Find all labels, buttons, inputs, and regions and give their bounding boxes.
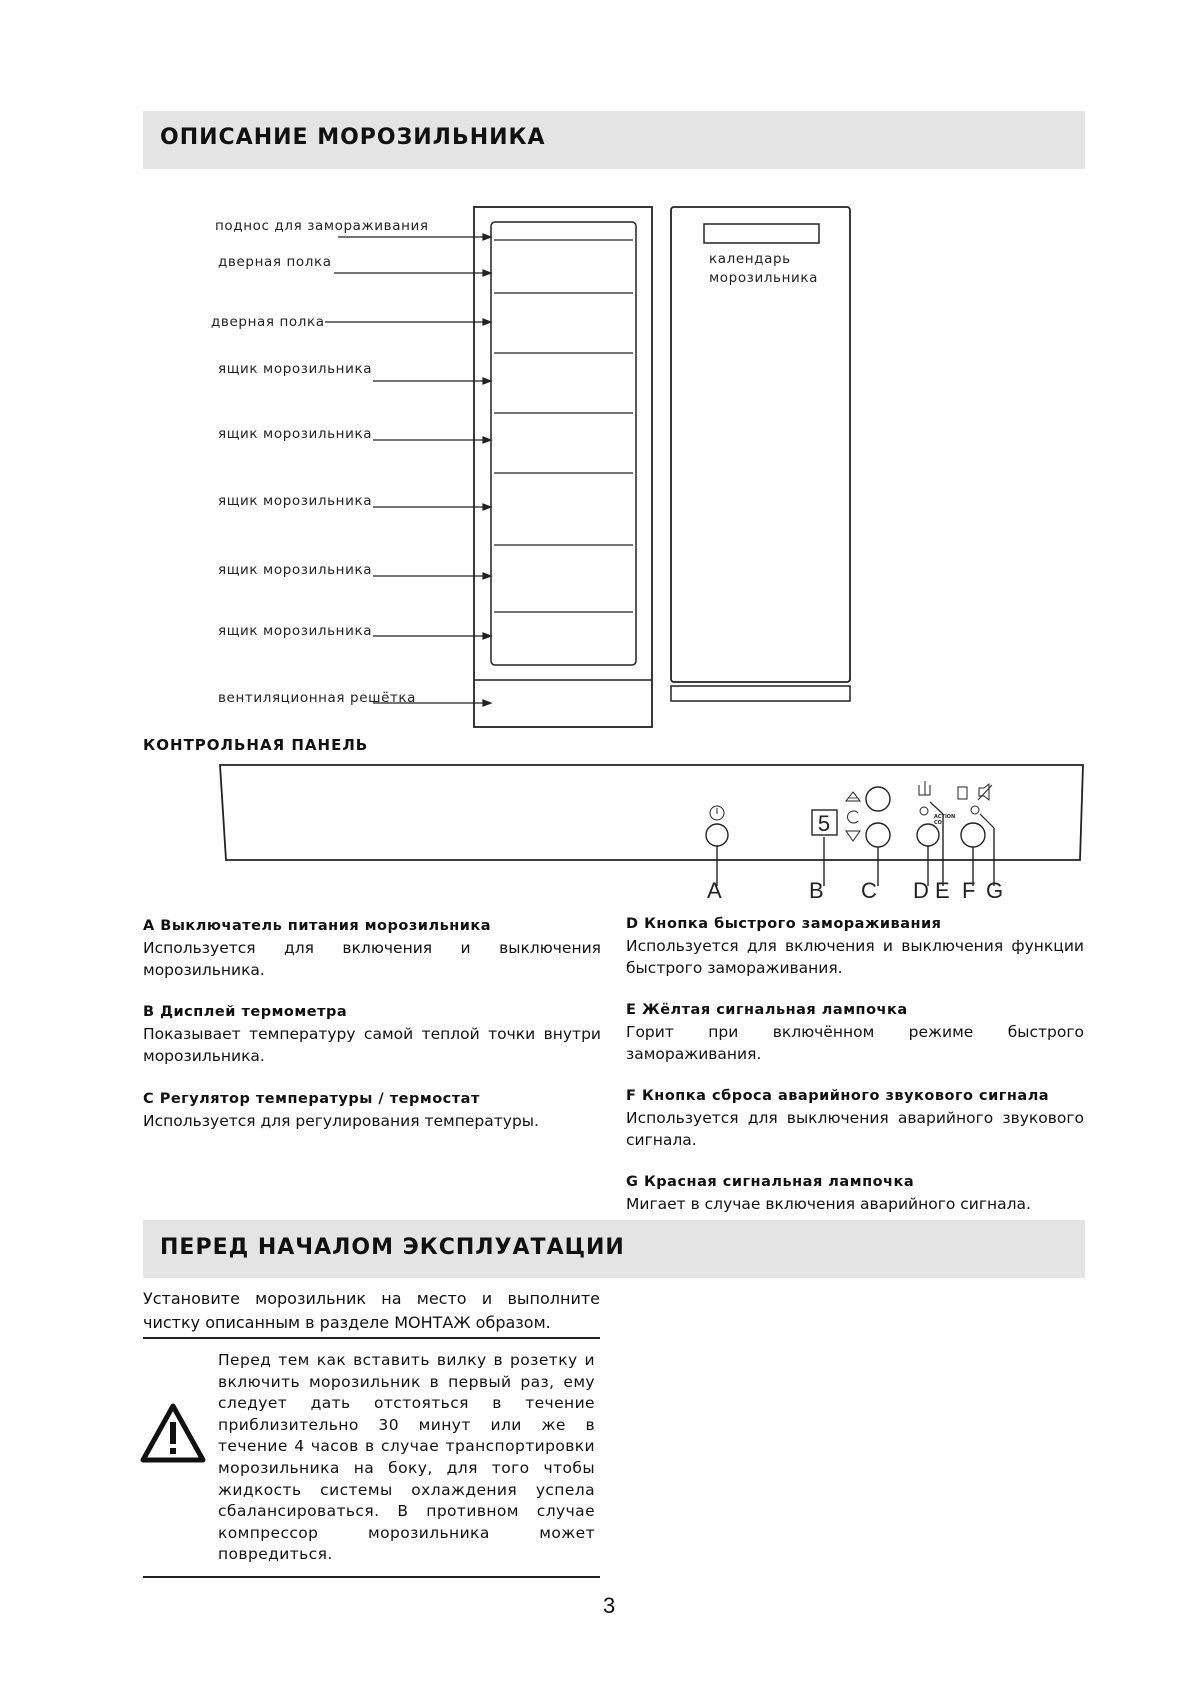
desc-b: B Дисплей термометра Показывает температуру самой теплой точки внутри морозильника. — [143, 1004, 601, 1065]
label-freezing-tray: поднос для замораживания — [215, 218, 429, 234]
section-title: ПЕРЕД НАЧАЛОМ ЭКСПЛУАТАЦИИ — [160, 1235, 625, 1260]
svg-text:CO: CO — [934, 820, 942, 826]
label-door-shelf-2: дверная полка — [211, 314, 325, 330]
desc-d: D Кнопка быстрого замораживания Используется для включения и выключения функции быстрого замораживания. — [626, 916, 1084, 977]
panel-letter-f: F — [962, 878, 976, 903]
panel-letter-d: D — [913, 878, 929, 903]
section-title: ОПИСАНИЕ МОРОЗИЛЬНИКА — [160, 125, 546, 150]
label-drawer-4: ящик морозильника — [218, 562, 373, 578]
label-drawer-2: ящик морозильника — [218, 426, 373, 442]
control-panel-diagram — [0, 755, 1190, 900]
divider-bottom — [143, 1576, 600, 1578]
label-drawer-5: ящик морозильника — [218, 623, 373, 639]
freezer-diagram — [0, 0, 1190, 740]
control-panel-title: КОНТРОЛЬНАЯ ПАНЕЛЬ — [143, 736, 369, 754]
label-drawer-1: ящик морозильника — [218, 361, 373, 377]
label-door-calendar-2: морозильника — [709, 270, 819, 286]
intro-paragraph: Установите морозильник на место и выполните чистку описанным в разделе МОНТАЖ образом. — [143, 1289, 600, 1332]
panel-letter-c: C — [861, 878, 877, 903]
display-value: 5 — [817, 811, 831, 836]
desc-e: E Жёлтая сигнальная лампочка Горит при включённом режиме быстрого замораживания. — [626, 1002, 1084, 1063]
svg-text:ACTION: ACTION — [934, 814, 956, 820]
label-door-calendar-1: календарь — [709, 251, 791, 267]
panel-letter-g: G — [986, 878, 1004, 903]
warning-text: Перед тем как вставить вилку в розетку и включить морозильник в первый раз, ему следует дать отстояться в течение приблизительно 30 минут или же в течение 4 часов в случае транспортировки морозильника на боку, для того чтобы жидкость системы охлаждения успела сбалансироваться. В противном случае компрессор морозильника может повредиться. — [218, 1351, 595, 1564]
warning-icon — [139, 1402, 207, 1464]
label-door-shelf-1: дверная полка — [218, 254, 332, 270]
power-button-symbol — [706, 824, 728, 846]
label-ventilation-grille: вентиляционная решётка — [218, 690, 417, 706]
panel-letter-a: A — [707, 878, 722, 903]
desc-g: G Красная сигнальная лампочка Мигает в случае включения аварийного сигнала. — [626, 1174, 1031, 1213]
page-number: 3 — [603, 1593, 616, 1618]
desc-a: A Выключатель питания морозильника Используется для включения и выключения морозильника. — [143, 918, 601, 979]
desc-c: C Регулятор температуры / термостат Используется для регулирования температуры. — [143, 1091, 539, 1130]
desc-f: F Кнопка сброса аварийного звукового сигнала Используется для выключения аварийного звукового сигнала. — [626, 1088, 1084, 1149]
panel-letter-b: B — [809, 878, 824, 903]
label-drawer-3: ящик морозильника — [218, 493, 373, 509]
section-header-before-use — [143, 1220, 1085, 1278]
panel-letter-e: E — [935, 878, 950, 903]
divider-top — [143, 1337, 600, 1339]
